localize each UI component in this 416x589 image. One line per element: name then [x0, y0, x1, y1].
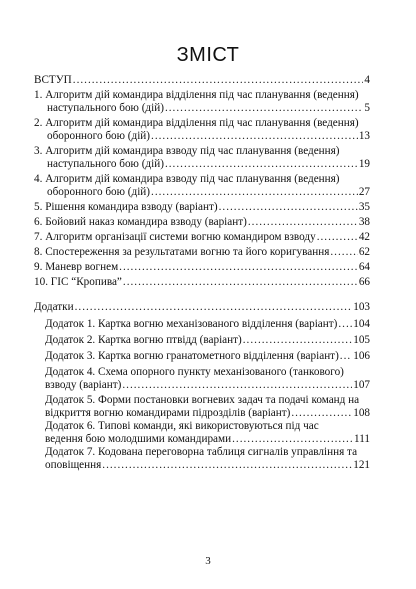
dot-leader [151, 130, 358, 143]
toc-page-number: 35 [358, 201, 370, 213]
toc-page-number: 27 [358, 186, 370, 198]
dot-leader [73, 74, 364, 87]
toc-entry-title: Додаток 7. Кодована переговорна таблиця сигналів управління та [45, 446, 358, 458]
toc-page-number: 104 [353, 318, 370, 330]
toc-entry [45, 420, 370, 446]
dot-leader [219, 201, 358, 214]
dot-leader [338, 318, 352, 331]
toc-page-number: 106 [353, 350, 370, 362]
toc-page-number: 103 [353, 301, 370, 313]
toc-entry-title-cont: ведення бою молодшими командирами [45, 433, 232, 445]
page-number: 3 [205, 555, 211, 567]
toc-entry [45, 446, 370, 472]
toc-entry [34, 89, 370, 115]
toc-entry [34, 301, 370, 314]
dot-leader [119, 261, 358, 274]
toc-entry-title: Додаток 2. Картка вогню птвідд (варіант) [45, 334, 242, 346]
dot-leader [123, 276, 358, 289]
toc-entry [45, 366, 370, 392]
dot-leader [165, 158, 358, 171]
dot-leader [75, 301, 353, 314]
dot-leader [317, 231, 358, 244]
toc-entry [45, 394, 370, 420]
toc-entry-title-cont: наступального бою (дій) [47, 102, 164, 114]
toc-entry [34, 246, 370, 259]
dot-leader [232, 433, 353, 446]
toc-page-number: 13 [358, 130, 370, 142]
toc-page-number: 42 [358, 231, 370, 243]
toc-entry-title-cont: оповіщення [45, 459, 102, 471]
toc-entry [34, 201, 370, 214]
toc-entry [45, 318, 370, 331]
dot-leader [248, 216, 358, 229]
toc-entry-title-cont: відкриття вогню командирами підрозділів (варіант) [45, 407, 291, 419]
toc-entry-title: 6. Бойовий наказ командира взводу (варіант) [34, 216, 247, 228]
toc-page-number: 62 [358, 246, 370, 258]
toc-entry-title: 7. Алгоритм організації системи вогню командиром взводу [34, 231, 316, 243]
toc-entry-title: Додаток 6. Типові команди, які використовуються під час [45, 420, 319, 432]
toc-entry [45, 350, 370, 363]
dot-leader [291, 407, 352, 420]
toc-entry [34, 74, 370, 87]
toc-entry [34, 276, 370, 289]
toc-entry [34, 231, 370, 244]
toc-entry-title: 4. Алгоритм дій командира взводу під час планування (ведення) [34, 173, 340, 185]
toc-entry-title: Додаток 1. Картка вогню механізованого відділення (варіант) [45, 318, 338, 330]
toc-entry [34, 145, 370, 171]
toc-page-number: 121 [353, 459, 370, 471]
toc-page-number: 108 [353, 407, 370, 419]
toc-page-number: 66 [358, 276, 370, 288]
toc-entry-title: Додаток 4. Схема опорного пункту механізованого (танкового) [45, 366, 344, 378]
toc-entry-title: 1. Алгоритм дій командира відділення під час планування (ведення) [34, 89, 359, 101]
page-title: ЗМІСТ [176, 44, 240, 66]
toc-entry-title-cont: оборонного бою (дій) [47, 186, 151, 198]
toc-entry-title: 8. Спостереження за результатами вогню та його коригування [34, 246, 330, 258]
toc-entry-title: 2. Алгоритм дій командира відділення під час планування (ведення) [34, 117, 359, 129]
dot-leader [340, 350, 352, 363]
toc-entry [34, 216, 370, 229]
dot-leader [330, 246, 357, 259]
dot-leader [102, 459, 352, 472]
toc-page-number: 105 [353, 334, 370, 346]
toc-page-number: 38 [358, 216, 370, 228]
toc-page-number: 4 [364, 74, 370, 86]
toc-entry [34, 261, 370, 274]
dot-leader [243, 334, 352, 347]
toc-page-number: 111 [354, 433, 370, 445]
toc-page-number: 5 [364, 102, 370, 114]
dot-leader [151, 186, 358, 199]
toc-entry-title: Додатки [34, 301, 74, 313]
toc-entry-title-cont: наступального бою (дій) [47, 158, 164, 170]
toc-entry-title: 3. Алгоритм дій командира взводу під час планування (ведення) [34, 145, 340, 157]
toc-page-number: 107 [353, 379, 370, 391]
toc-entry-title: Додаток 5. Форми постановки вогневих задач та подачі команд на [45, 394, 360, 406]
toc-entry-title: 10. ГІС “Кропива” [34, 276, 122, 288]
toc-page-number: 19 [358, 158, 370, 170]
toc-entry [45, 334, 370, 347]
toc-entry [34, 117, 370, 143]
toc-entry-title: 5. Рішення командира взводу (варіант) [34, 201, 218, 213]
toc-entry-title-cont: оборонного бою (дій) [47, 130, 151, 142]
toc-entry [34, 173, 370, 199]
toc-entry-title-cont: взводу (варіант) [45, 379, 122, 391]
toc-entry-title: Додаток 3. Картка вогню гранатометного відділення (варіант) [45, 350, 339, 362]
dot-leader [122, 379, 352, 392]
toc-entry-title: ВСТУП [34, 74, 72, 86]
dot-leader [165, 102, 363, 115]
toc-page-number: 64 [358, 261, 370, 273]
toc-entry-title: 9. Маневр вогнем [34, 261, 119, 273]
